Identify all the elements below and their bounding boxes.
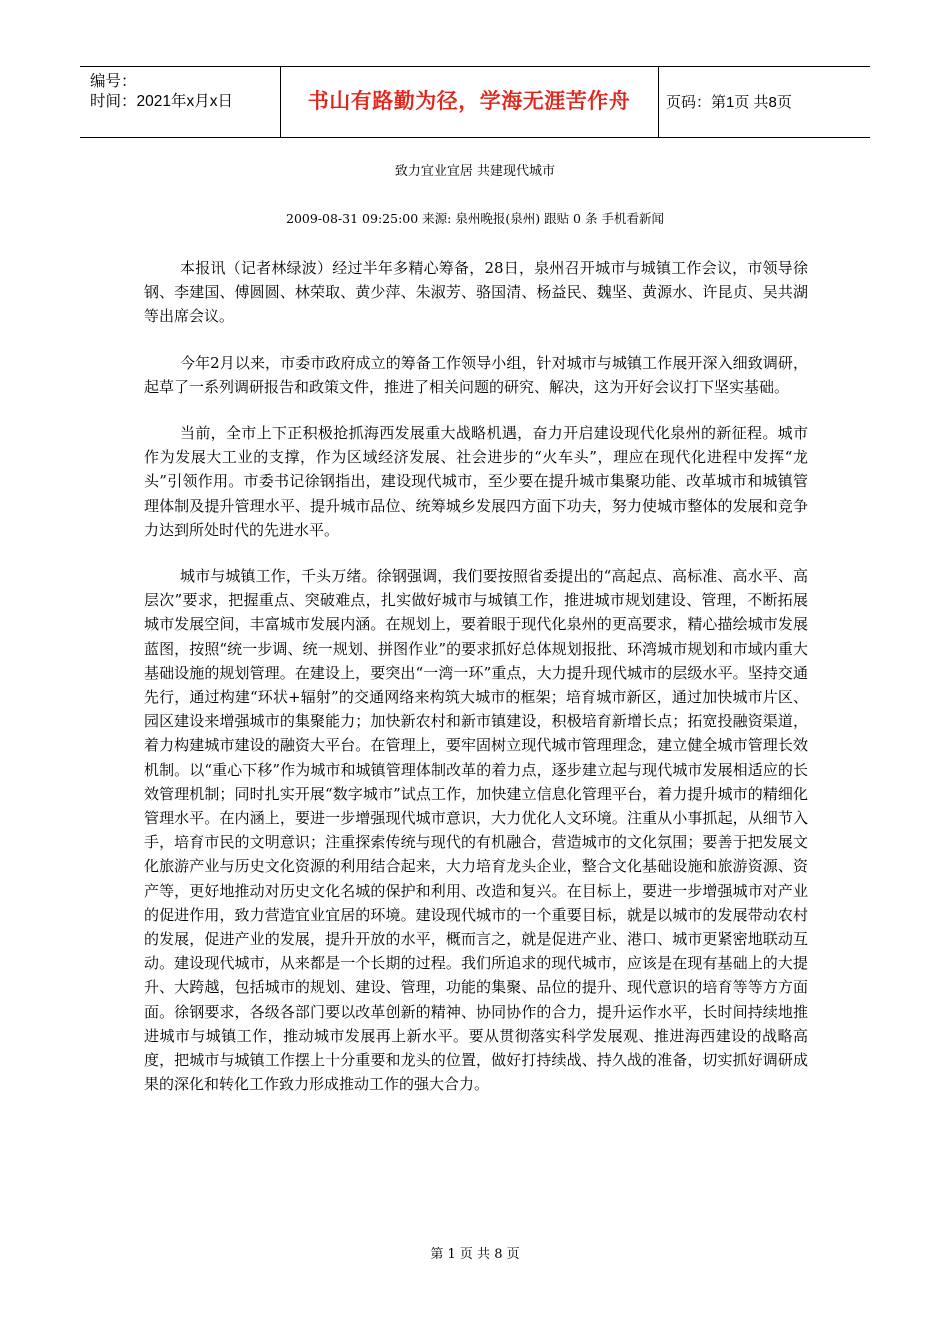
paragraph-3: 当前，全市上下正积极抢抓海西发展重大战略机遇，奋力开启建设现代化泉州的新征程。城市作为发展大工业的支撑，作为区域经济发展、社会进步的“火车头”，理应在现代化进程中发挥“龙头”引领作用。市委书记徐钢指出，建设现代城市，至少要在提升城市集聚功能、改革城市和城镇管理体制及提升管理水平、提升城市品位、统筹城乡发展四方面下功夫，努力使城市整体的发展和竞争力达到所处时代的先进水平。 (144, 424, 808, 539)
date-label: 时间：2021年x月x日 (90, 93, 233, 110)
page-header (80, 66, 870, 138)
paragraph-2: 今年2月以来，市委市政府成立的筹备工作领导小组，针对城市与城镇工作展开深入细致调研，起草了一系列调研报告和政策文件，推进了相关问题的研究、解决，这为开好会议打下坚实基础。 (144, 353, 808, 396)
paragraph-4: 城市与城镇工作，千头万绪。徐钢强调，我们要按照省委提出的“高起点、高标准、高水平、高层次”要求，把握重点、突破难点，扎实做好城市与城镇工作，推进城市规划建设、管理，不断拓展城市发展空间，丰富城市发展内涵。在规划上，要着眼于现代化泉州的更高要求，精心描绘城市发展蓝图，按照“统一步调、统一规划、拼图作业”的要求抓好总体规划报批、环湾城市规划和市域内重大基础设施的规划管理。在建设上，要突出“一湾一环”重点，大力提升现代城市的层级水平。坚持交通先行，通过构建“环状+辐射”的交通网络来构筑大城市的框架；培育城市新区，通过加快城市片区、园区建设来增强城市的集聚能力；加快新农村和新市镇建设，积极培育新增长点；拓宽投融资渠道，着力构建城市建设的融资大平台。在管理上，要牢固树立现代城市管理理念，建立健全城市管理长效机制。以“重心下移”作为城市和城镇管理体制改革的着力点，逐步建立起与现代城市发展相适应的长效管理机制；同时扎实开展“数字城市”试点工作，加快建立信息化管理平台，着力提升城市的精细化管理水平。在内涵上，要进一步增强现代城市意识，大力优化人文环境。注重从小事抓起，从细节入手，培育市民的文明意识；注重探索传统与现代的有机融合，营造城市的文化氛围；要善于把发展文化旅游产业与历史文化资源的利用结合起来，大力培育龙头企业，整合文化基础设施和旅游资源、资产等，更好地推动对历史文化名城的保护和利用、改造和复兴。在目标上，要进一步增强城市对产业的促进作用，致力营造宜业宜居的环境。建设现代城市的一个重要目标，就是以城市的发展带动农村的发展，促进产业的发展，提升开放的水平，概而言之，就是促进产业、港口、城市更紧密地联动互动。建设现代城市，从来都是一个长期的过程。我们所追求的现代城市，应该是在现有基础上的大提升、大跨越，包括城市的规划、建设、管理，功能的集聚、品位的提升、现代意识的培育等等方方面面。徐钢要求，各级各部门要以改革创新的精神、协同协作的合力，提升运作水平，长时间持续地推进城市与城镇工作，推动城市发展再上新水平。要从贯彻落实科学发展观、推进海西建设的战略高度，把城市与城镇工作摆上十分重要和龙头的位置，做好打持续战、持久战的准备，切实抓好调研成果的深化和转化工作致力形成推动工作的强大合力。 (144, 567, 808, 1094)
page-footer: 第 1 页 共 8 页 (430, 1247, 520, 1262)
page-info: 页码：第1页 共8页 (666, 94, 792, 111)
header-motto-cell (280, 67, 659, 137)
header-page-cell (658, 67, 870, 137)
motto: 书山有路勤为径，学海无涯苦作舟 (307, 90, 631, 113)
header-info-cell (80, 67, 281, 137)
number-label: 编号： (90, 73, 137, 90)
paragraph-1: 本报讯（记者林绿波）经过半年多精心筹备，28日，泉州召开城市与城镇工作会议，市领导徐钢、李建国、傅圆圆、林荣取、黄少萍、朱淑芳、骆国清、杨益民、魏坚、黄源水、许昆贞、吴共湖等出席会议。 (144, 259, 808, 326)
article-body (144, 256, 808, 1119)
article-title: 致力宜业宜居 共建现代城市 (394, 164, 556, 179)
article-meta: 2009-08-31 09:25:00 来源: 泉州晚报(泉州) 跟贴 0 条 手机看新闻 (286, 211, 664, 226)
